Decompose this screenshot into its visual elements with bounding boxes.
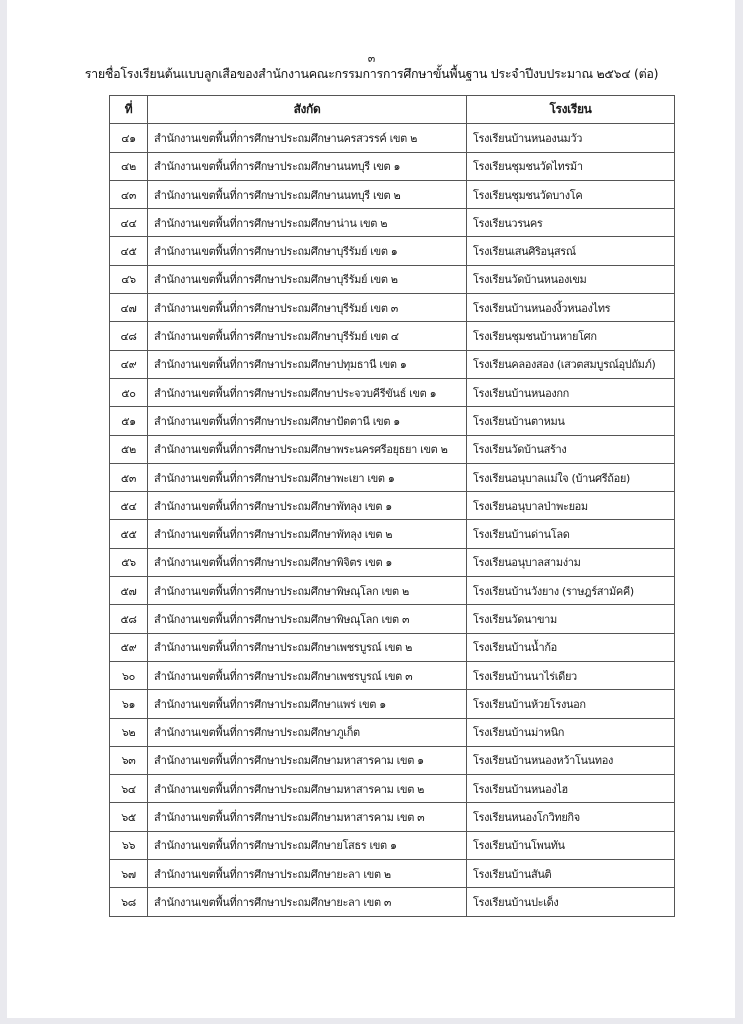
table-row	[110, 548, 675, 576]
row-school: โรงเรียนชุมชนวัดไทรม้า	[467, 152, 675, 180]
row-org: สำนักงานเขตพื้นที่การศึกษาประถมศึกษาบุรีรัมย์ เขต ๒	[148, 265, 467, 293]
table-row	[110, 124, 675, 152]
row-school: โรงเรียนบ้านหนองนมวัว	[467, 124, 675, 152]
table-row	[110, 378, 675, 406]
row-org: สำนักงานเขตพื้นที่การศึกษาประถมศึกษาพิษณุโลก เขต ๒	[148, 577, 467, 605]
row-org: สำนักงานเขตพื้นที่การศึกษาประถมศึกษาพระนครศรีอยุธยา เขต ๒	[148, 435, 467, 463]
table-row	[110, 860, 675, 888]
table-row	[110, 577, 675, 605]
row-org: สำนักงานเขตพื้นที่การศึกษาประถมศึกษาแพร่ เขต ๑	[148, 690, 467, 718]
row-number: ๔๒	[110, 152, 148, 180]
table-row	[110, 775, 675, 803]
row-number: ๔๑	[110, 124, 148, 152]
row-number: ๖๗	[110, 860, 148, 888]
table-row	[110, 322, 675, 350]
table-header-row	[110, 96, 675, 124]
row-org: สำนักงานเขตพื้นที่การศึกษาประถมศึกษาเพชรบูรณ์ เขต ๒	[148, 633, 467, 661]
school-list-table	[109, 95, 675, 917]
table-row	[110, 831, 675, 859]
row-school: โรงเรียนวัดนาขาม	[467, 605, 675, 633]
row-number: ๕๐	[110, 378, 148, 406]
row-number: ๕๔	[110, 492, 148, 520]
row-org: สำนักงานเขตพื้นที่การศึกษาประถมศึกษายะลา เขต ๒	[148, 860, 467, 888]
row-school: โรงเรียนบ้านด่านโลด	[467, 520, 675, 548]
row-org: สำนักงานเขตพื้นที่การศึกษาประถมศึกษาบุรีรัมย์ เขต ๔	[148, 322, 467, 350]
table-row	[110, 492, 675, 520]
row-org: สำนักงานเขตพื้นที่การศึกษาประถมศึกษาปัตตานี เขต ๑	[148, 407, 467, 435]
table-row	[110, 661, 675, 689]
row-org: สำนักงานเขตพื้นที่การศึกษาประถมศึกษาพิษณุโลก เขต ๓	[148, 605, 467, 633]
row-number: ๔๗	[110, 294, 148, 322]
table-row	[110, 407, 675, 435]
row-number: ๕๓	[110, 463, 148, 491]
table-row	[110, 690, 675, 718]
row-org: สำนักงานเขตพื้นที่การศึกษาประถมศึกษาบุรีรัมย์ เขต ๑	[148, 237, 467, 265]
row-org: สำนักงานเขตพื้นที่การศึกษาประถมศึกษาเพชรบูรณ์ เขต ๓	[148, 661, 467, 689]
row-number: ๔๓	[110, 180, 148, 208]
table-row	[110, 888, 675, 916]
table-row	[110, 746, 675, 774]
table-row	[110, 463, 675, 491]
row-org: สำนักงานเขตพื้นที่การศึกษาประถมศึกษามหาสารคาม เขต ๒	[148, 775, 467, 803]
row-number: ๕๙	[110, 633, 148, 661]
row-school: โรงเรียนหนองโกวิทยกิจ	[467, 803, 675, 831]
table-row	[110, 294, 675, 322]
row-number: ๕๕	[110, 520, 148, 548]
row-org: สำนักงานเขตพื้นที่การศึกษาประถมศึกษาพะเยา เขต ๑	[148, 463, 467, 491]
row-org: สำนักงานเขตพื้นที่การศึกษาประถมศึกษายโสธร เขต ๑	[148, 831, 467, 859]
row-org: สำนักงานเขตพื้นที่การศึกษาประถมศึกษาพิจิตร เขต ๑	[148, 548, 467, 576]
table-row	[110, 803, 675, 831]
row-number: ๕๑	[110, 407, 148, 435]
row-school: โรงเรียนบ้านหนองกก	[467, 378, 675, 406]
row-org: สำนักงานเขตพื้นที่การศึกษาประถมศึกษามหาสารคาม เขต ๓	[148, 803, 467, 831]
row-school: โรงเรียนบ้านตาหมน	[467, 407, 675, 435]
row-school: โรงเรียนอนุบาลป่าพะยอม	[467, 492, 675, 520]
row-school: โรงเรียนคลองสอง (เสวตสมบูรณ์อุปถัมภ์)	[467, 350, 675, 378]
row-number: ๔๘	[110, 322, 148, 350]
row-school: โรงเรียนบ้านหนองไฮ	[467, 775, 675, 803]
row-org: สำนักงานเขตพื้นที่การศึกษาประถมศึกษาน่าน เขต ๒	[148, 209, 467, 237]
row-school: โรงเรียนวัดบ้านหนองเขม	[467, 265, 675, 293]
table-row	[110, 633, 675, 661]
table-row	[110, 265, 675, 293]
row-school: โรงเรียนวรนคร	[467, 209, 675, 237]
row-org: สำนักงานเขตพื้นที่การศึกษาประถมศึกษาปทุมธานี เขต ๑	[148, 350, 467, 378]
table-row	[110, 237, 675, 265]
row-school: โรงเรียนบ้านน้ำก้อ	[467, 633, 675, 661]
row-number: ๖๘	[110, 888, 148, 916]
row-number: ๕๘	[110, 605, 148, 633]
table-row	[110, 520, 675, 548]
page-number: ๓	[367, 52, 376, 65]
row-org: สำนักงานเขตพื้นที่การศึกษาประถมศึกษาพัทลุง เขต ๑	[148, 492, 467, 520]
row-number: ๕๒	[110, 435, 148, 463]
table-row	[110, 180, 675, 208]
table-row	[110, 435, 675, 463]
row-number: ๖๐	[110, 661, 148, 689]
row-number: ๖๖	[110, 831, 148, 859]
row-org: สำนักงานเขตพื้นที่การศึกษาประถมศึกษายะลา เขต ๓	[148, 888, 467, 916]
table-row	[110, 350, 675, 378]
row-number: ๕๖	[110, 548, 148, 576]
row-org: สำนักงานเขตพื้นที่การศึกษาประถมศึกษาภูเก็ต	[148, 718, 467, 746]
row-org: สำนักงานเขตพื้นที่การศึกษาประถมศึกษามหาสารคาม เขต ๑	[148, 746, 467, 774]
row-school: โรงเรียนอนุบาลสามง่าม	[467, 548, 675, 576]
row-number: ๖๑	[110, 690, 148, 718]
row-org: สำนักงานเขตพื้นที่การศึกษาประถมศึกษานครสวรรค์ เขต ๒	[148, 124, 467, 152]
header-school: โรงเรียน	[467, 96, 675, 124]
row-number: ๔๔	[110, 209, 148, 237]
document-title: รายชื่อโรงเรียนต้นแบบลูกเสือของสำนักงานคณะกรรมการการศึกษาขั้นพื้นฐาน ประจำปีงบประมาณ ๒๕๖๔ (ต่อ)	[84, 66, 659, 81]
row-number: ๔๖	[110, 265, 148, 293]
row-number: ๕๗	[110, 577, 148, 605]
row-number: ๔๕	[110, 237, 148, 265]
row-number: ๖๓	[110, 746, 148, 774]
row-school: โรงเรียนบ้านหนองงิ้วหนองไทร	[467, 294, 675, 322]
row-school: โรงเรียนบ้านม่าหนิก	[467, 718, 675, 746]
row-school: โรงเรียนชุมชนบ้านหายโศก	[467, 322, 675, 350]
row-school: โรงเรียนบ้านวังยาง (ราษฎร์สามัคคี)	[467, 577, 675, 605]
row-org: สำนักงานเขตพื้นที่การศึกษาประถมศึกษาบุรีรัมย์ เขต ๓	[148, 294, 467, 322]
header-no: ที่	[110, 96, 148, 124]
row-number: ๖๒	[110, 718, 148, 746]
row-school: โรงเรียนวัดบ้านสร้าง	[467, 435, 675, 463]
table-row	[110, 718, 675, 746]
row-school: โรงเรียนบ้านหนองหว้าโนนทอง	[467, 746, 675, 774]
table-row	[110, 605, 675, 633]
row-school: โรงเรียนเสนศิริอนุสรณ์	[467, 237, 675, 265]
row-number: ๖๔	[110, 775, 148, 803]
row-school: โรงเรียนอนุบาลแม่ใจ (บ้านศรีถ้อย)	[467, 463, 675, 491]
row-number: ๔๙	[110, 350, 148, 378]
table-row	[110, 209, 675, 237]
row-org: สำนักงานเขตพื้นที่การศึกษาประถมศึกษาพัทลุง เขต ๒	[148, 520, 467, 548]
row-school: โรงเรียนบ้านโพนทัน	[467, 831, 675, 859]
row-school: โรงเรียนบ้านปะเด็ง	[467, 888, 675, 916]
row-school: โรงเรียนบ้านห้วยโรงนอก	[467, 690, 675, 718]
row-org: สำนักงานเขตพื้นที่การศึกษาประถมศึกษาประจวบคีรีขันธ์ เขต ๑	[148, 378, 467, 406]
row-org: สำนักงานเขตพื้นที่การศึกษาประถมศึกษานนทบุรี เขต ๒	[148, 180, 467, 208]
row-number: ๖๕	[110, 803, 148, 831]
header-org: สังกัด	[148, 96, 467, 124]
row-school: โรงเรียนชุมชนวัดบางโค	[467, 180, 675, 208]
row-school: โรงเรียนบ้านสันติ	[467, 860, 675, 888]
table-row	[110, 152, 675, 180]
row-org: สำนักงานเขตพื้นที่การศึกษาประถมศึกษานนทบุรี เขต ๑	[148, 152, 467, 180]
row-school: โรงเรียนบ้านนาไร่เดียว	[467, 661, 675, 689]
